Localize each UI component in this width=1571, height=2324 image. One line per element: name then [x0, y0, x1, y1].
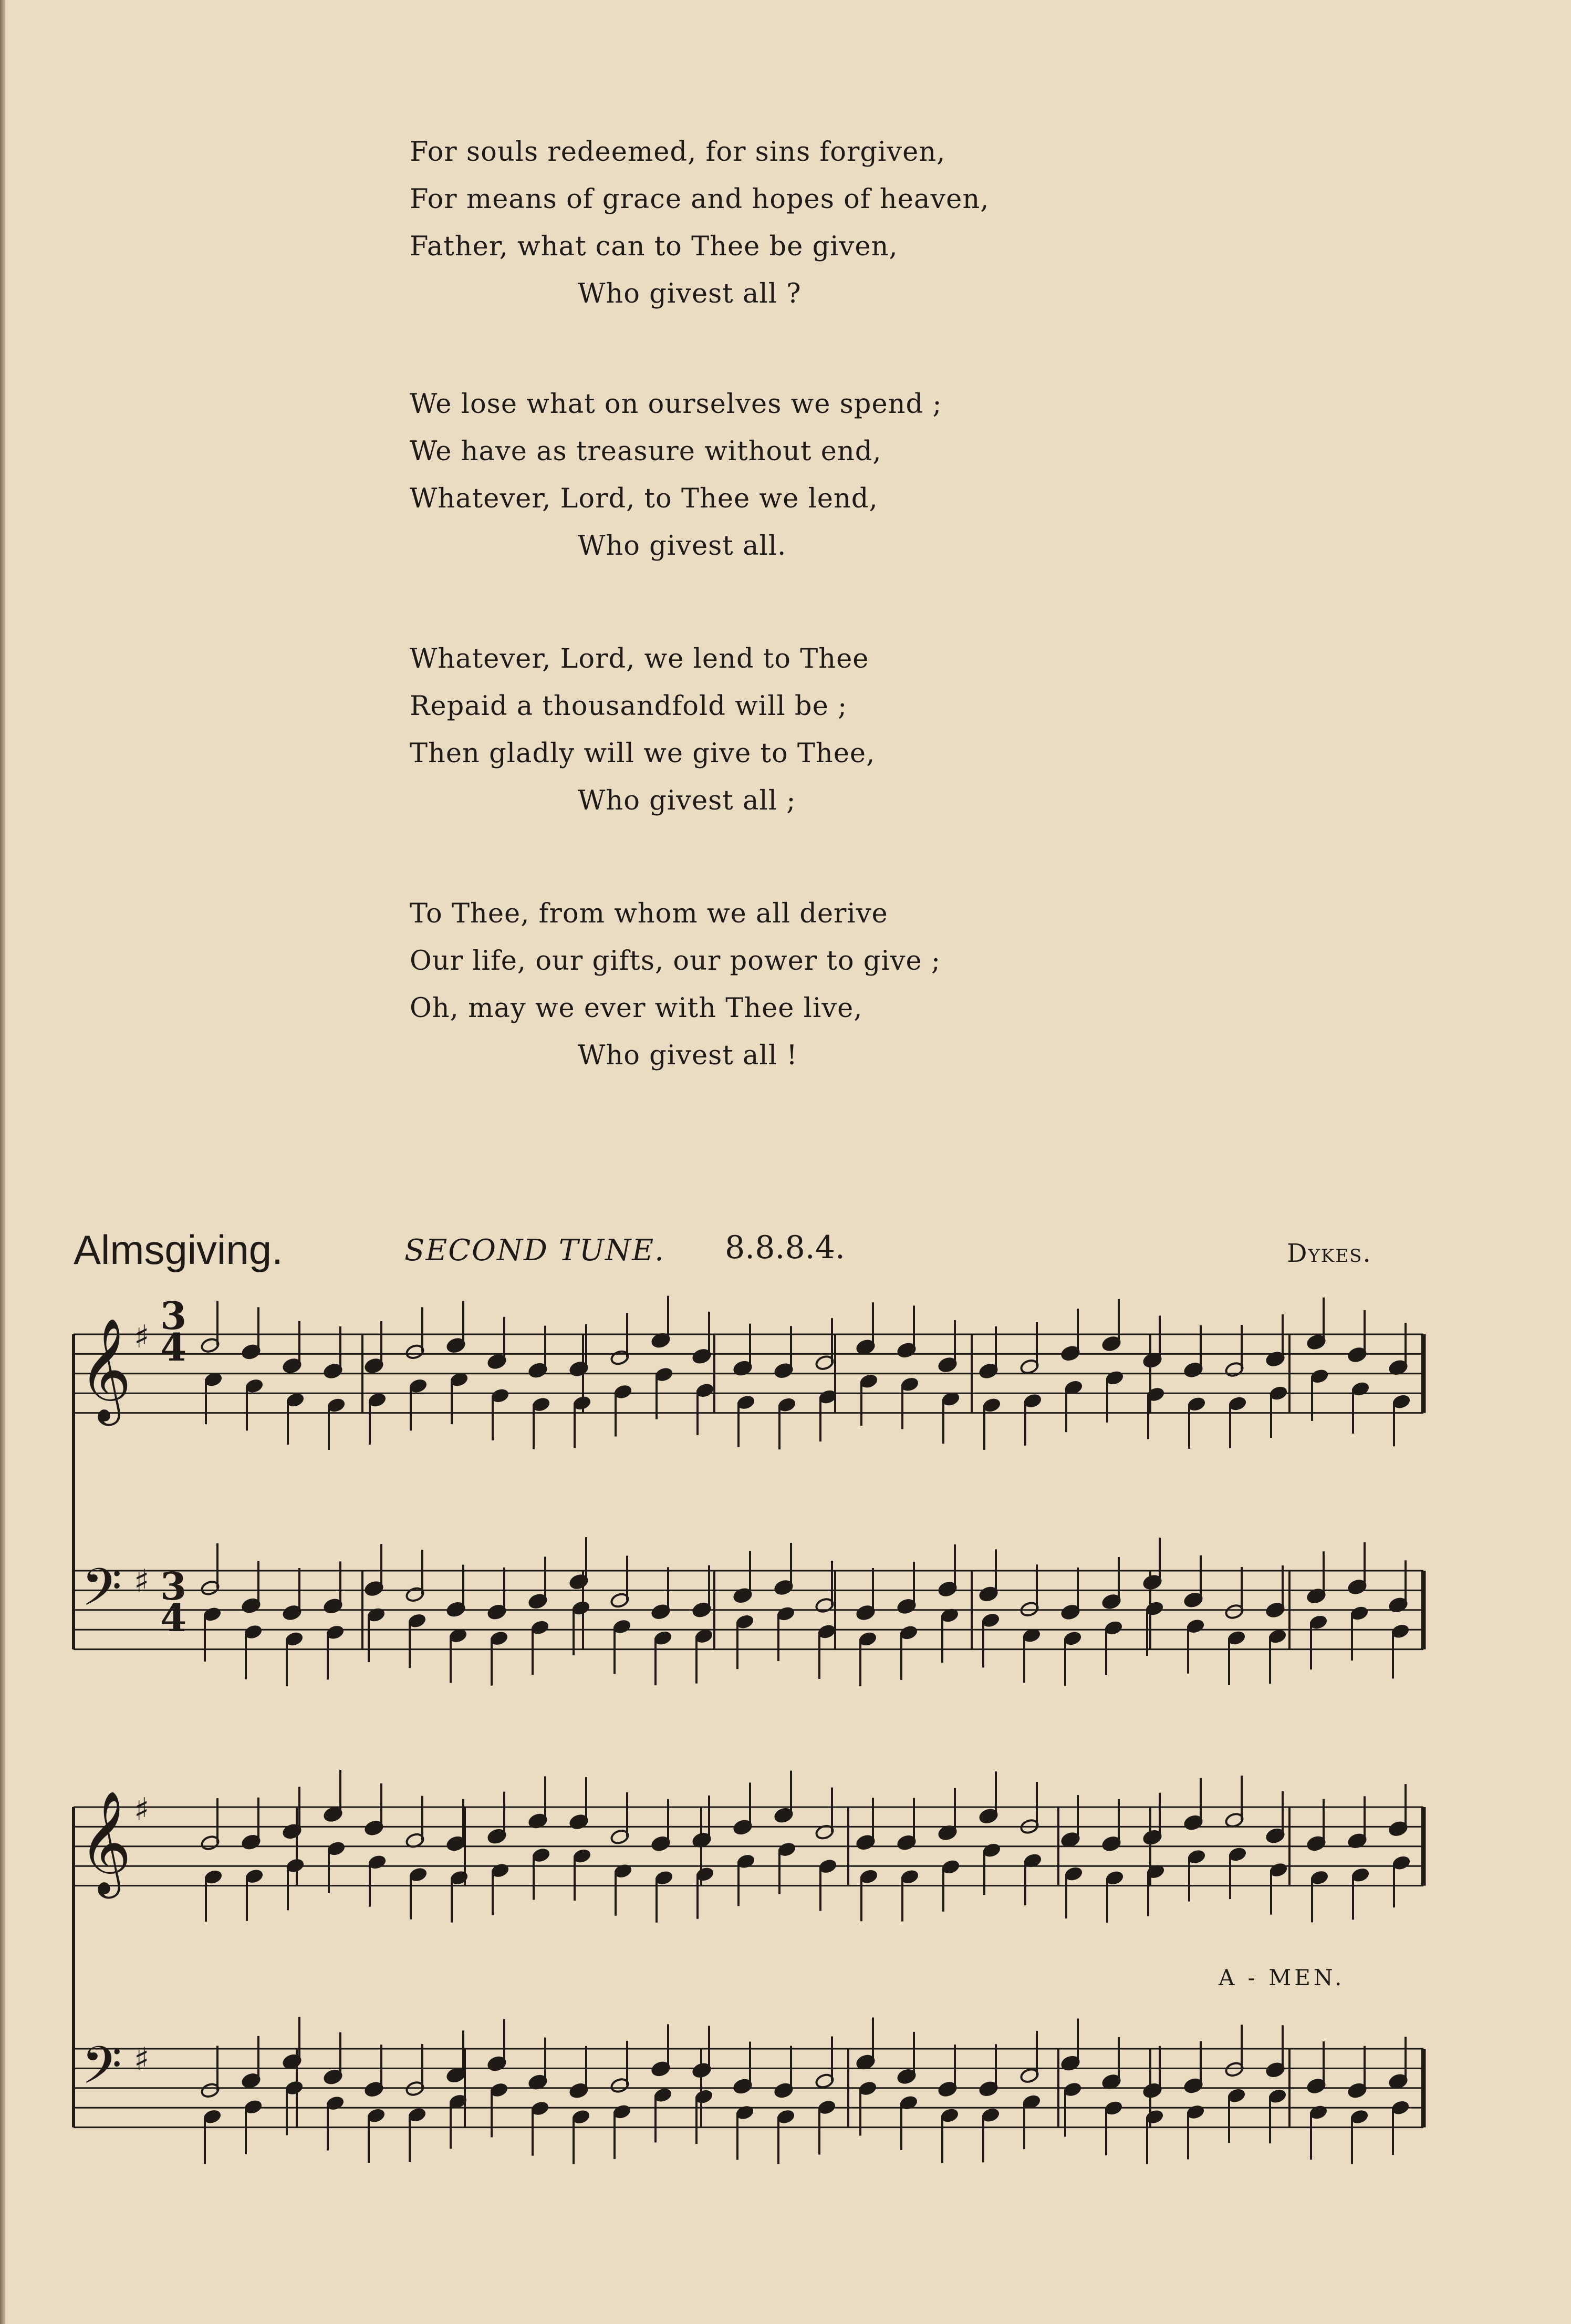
tune-heading	[74, 1229, 1397, 1282]
verse-line: Father, what can to Thee be given,	[410, 231, 898, 262]
verse-refrain: Who givest all ?	[578, 278, 802, 309]
treble-clef: 𝄞	[79, 1317, 132, 1422]
barlines	[74, 1334, 1423, 2128]
verse-line: Whatever, Lord, to Thee we lend,	[410, 483, 878, 514]
time-signature-top: 3	[160, 1293, 187, 1338]
verse-line: For means of grace and hopes of heaven,	[410, 184, 990, 215]
verse-line: We lose what on ourselves we spend ;	[410, 389, 942, 420]
time-signature-bottom: 4	[160, 1325, 187, 1370]
time-signature-top: 3	[160, 1564, 187, 1609]
tune-name: Almsgiving.	[74, 1227, 283, 1273]
notes	[200, 1296, 1411, 2164]
key-signature: ♯	[134, 1319, 150, 1355]
key-signature: ♯	[134, 2041, 150, 2078]
verse-line: Repaid a thousandfold will be ;	[410, 691, 848, 722]
verse-refrain: Who givest all.	[578, 531, 787, 562]
staff-lines	[74, 1334, 1423, 2128]
verse-1	[410, 129, 989, 318]
verse-line: Then gladly will we give to Thee,	[410, 738, 876, 769]
verse-line: Oh, may we ever with Thee live,	[410, 993, 863, 1024]
verse-line: Whatever, Lord, we lend to Thee	[410, 644, 869, 675]
time-signature-bottom: 4	[160, 1595, 187, 1640]
tune-meter: 8.8.8.4.	[725, 1229, 845, 1266]
amen-text: A - MEN.	[1219, 1965, 1345, 1990]
tune-label: SECOND TUNE.	[404, 1233, 665, 1268]
bass-clef: 𝄢	[81, 2036, 122, 2109]
verse-refrain: Who givest all ;	[578, 785, 796, 816]
clefs	[79, 1317, 149, 2109]
verse-4	[410, 890, 941, 1080]
verse-line: For souls redeemed, for sins forgiven,	[410, 137, 946, 168]
verse-3	[410, 636, 875, 825]
key-signature: ♯	[134, 1791, 150, 1828]
key-signature: ♯	[134, 1563, 150, 1600]
music-score	[0, 1282, 1571, 2324]
treble-clef: 𝄞	[79, 1790, 132, 1894]
verse-refrain: Who givest all !	[578, 1040, 798, 1071]
composer-name: Dykes.	[1287, 1239, 1372, 1268]
bass-clef: 𝄢	[81, 1558, 122, 1631]
verse-line: We have as treasure without end,	[410, 436, 882, 467]
verse-line: Our life, our gifts, our power to give ;	[410, 946, 941, 977]
verse-line: To Thee, from whom we all derive	[410, 898, 888, 929]
verse-2	[410, 381, 942, 570]
